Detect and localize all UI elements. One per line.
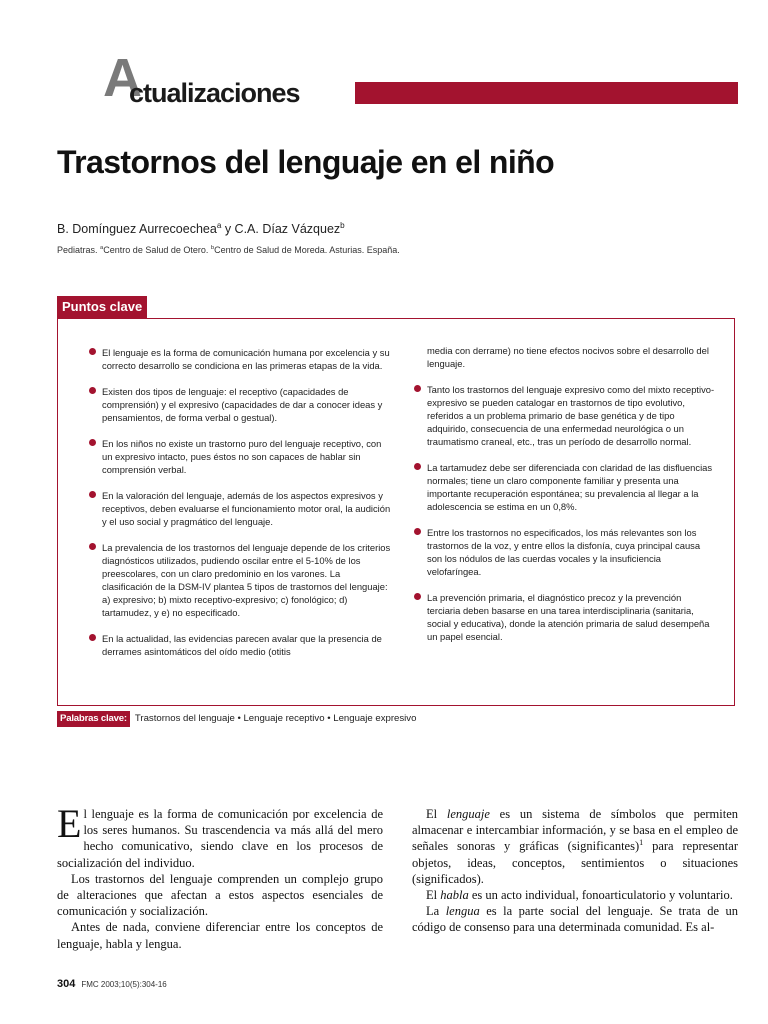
page-footer xyxy=(57,978,167,991)
bullet-icon xyxy=(89,491,96,498)
body-left-column xyxy=(57,801,383,952)
key-points-box xyxy=(57,318,735,706)
key-point: Tanto los trastornos del lenguaje expresivo como del mixto receptivo-expresivo se pueden catalogar en trastornos de tipo evolutivo, referidos a un problema primario de base genética y de tipo adquirido, consecuencia de una enfermedad neurológica o un traumatismo craneal, etc., tras un período de desarrollo normal. xyxy=(427,383,717,448)
bullet-icon xyxy=(414,593,421,600)
section-initial: A xyxy=(103,48,142,108)
article-title: Trastornos del lenguaje en el niño xyxy=(57,144,555,180)
citation: FMC 2003;10(5):304-16 xyxy=(81,980,167,989)
term-habla: habla xyxy=(440,888,469,903)
key-point: En la actualidad, las evidencias parecen avalar que la presencia de derrames asintomáticos del oído medio (otitis xyxy=(102,632,392,658)
section-name: ctualizaciones xyxy=(129,78,300,108)
key-point: El lenguaje es la forma de comunicación humana por excelencia y su correcto desarrollo se condiciona en las primeras etapas de la vida. xyxy=(102,346,392,372)
key-point: La prevención primaria, el diagnóstico precoz y la prevención terciaria deben basarse en una tarea interdisciplinaria (sanitaria, social y educativa), donde la atención primaria de salud desempeña un papel esencial. xyxy=(427,591,717,643)
keywords xyxy=(57,711,416,727)
bullet-icon xyxy=(414,385,421,392)
key-point-continuation: media con derrame) no tiene efectos nocivos sobre el desarrollo del lenguaje. xyxy=(427,345,709,369)
page-number: 304 xyxy=(57,978,76,990)
body-paragraph: Antes de nada, conviene diferenciar entre los conceptos de lenguaje, habla y lengua. xyxy=(57,920,383,951)
bullet-icon xyxy=(89,439,96,446)
author-2: C.A. Díaz Vázquez xyxy=(234,222,341,236)
body-paragraph: El lenguaje es un sistema de símbolos que permiten almacenar e intercambiar información, y se basa en el empleo de señales sonoras y gráficas (significantes)$^1$ para representar objetos, ideas, conceptos, sentimientos o situaciones (significados). xyxy=(412,807,739,886)
affiliation: Pediatras. $^a$Centro de Salud de Otero. $^b$Centro de Salud de Moreda. Asturias. España. xyxy=(57,245,400,255)
section-header xyxy=(103,48,743,108)
keywords-text: Trastornos del lenguaje • Lenguaje receptivo • Lenguaje expresivo xyxy=(134,713,417,724)
bullet-icon xyxy=(89,543,96,550)
key-point: En la valoración del lenguaje, además de los aspectos expresivos y receptivos, deben evaluarse el funcionamiento motor oral, la audición y el uso social y pragmático del lenguaje. xyxy=(102,489,392,528)
section-color-band xyxy=(355,82,738,104)
key-points-left-column xyxy=(102,346,392,671)
key-point: La prevalencia de los trastornos del lenguaje depende de los criterios diagnósticos utilizados, pudiendo oscilar entre el 5-10% de los preescolares, con un claro predominio en los varones. La clasificación de la DSM-IV plantea 5 tipos de trastornos del lenguaje: a) expresivo; b) mixto receptivo-expresivo; c) fonológico; d) tartamudez, y e) no especificado. xyxy=(102,541,392,619)
bullet-icon xyxy=(414,528,421,535)
author-1: B. Domínguez Aurrecoechea xyxy=(57,222,217,236)
drop-cap: E xyxy=(57,801,82,846)
key-point: En los niños no existe un trastorno puro del lenguaje receptivo, con un expresivo intacto, pues éstos no son capaces de hablar sin comprensión verbal. xyxy=(102,437,392,476)
bullet-icon xyxy=(89,348,96,355)
body-paragraph: El habla es un acto individual, fonoarticulatorio y voluntario. xyxy=(426,888,733,903)
key-point: Entre los trastornos no especificados, los más relevantes son los trastornos de la voz, y entre ellos la disfonía, cuya principal causa son los nódulos de las cuerdas vocales y la insuficiencia velofaríngea. xyxy=(427,526,717,578)
key-point: Existen dos tipos de lenguaje: el receptivo (capacidades de comprensión) y el expresivo (capacidades de dar a conocer ideas y pensamientos, de forma verbal o gestual). xyxy=(102,385,392,424)
term-lengua: lengua xyxy=(445,904,480,919)
term-lenguaje: lenguaje xyxy=(446,807,490,821)
key-point: La tartamudez debe ser diferenciada con claridad de las disfluencias normales; tiene un claro componente familiar y presenta una importante recuperación espontánea; su prevalencia al llegar a la adolescencia se estima en un 0,8%. xyxy=(427,461,717,513)
bullet-icon xyxy=(89,634,96,641)
authors: B. Domínguez Aurrecoechea$^a$ y C.A. Díaz Vázquez$^b$ xyxy=(57,220,345,236)
body-paragraph: La lengua es la parte social del lenguaje. Se trata de un código de consenso para una determinada comunidad. Es al- xyxy=(412,904,739,935)
bullet-icon xyxy=(414,463,421,470)
reference-marker: 1 xyxy=(639,838,644,848)
key-points-right-column xyxy=(427,344,717,656)
keywords-label: Palabras clave: xyxy=(57,711,130,727)
body-paragraph: El lenguaje es la forma de comunicación por excelencia de los seres humanos. Su trascendencia va más allá del mero hecho comunicativo, siendo clave en los procesos de socialización del individuo. xyxy=(57,801,383,870)
body-paragraph: Los trastornos del lenguaje comprenden un complejo grupo de alteraciones que afectan a estos aspectos esenciales de comunicación y socialización. xyxy=(57,871,383,919)
key-points-label: Puntos clave xyxy=(57,296,147,318)
body-right-column xyxy=(412,806,738,936)
bullet-icon xyxy=(89,387,96,394)
